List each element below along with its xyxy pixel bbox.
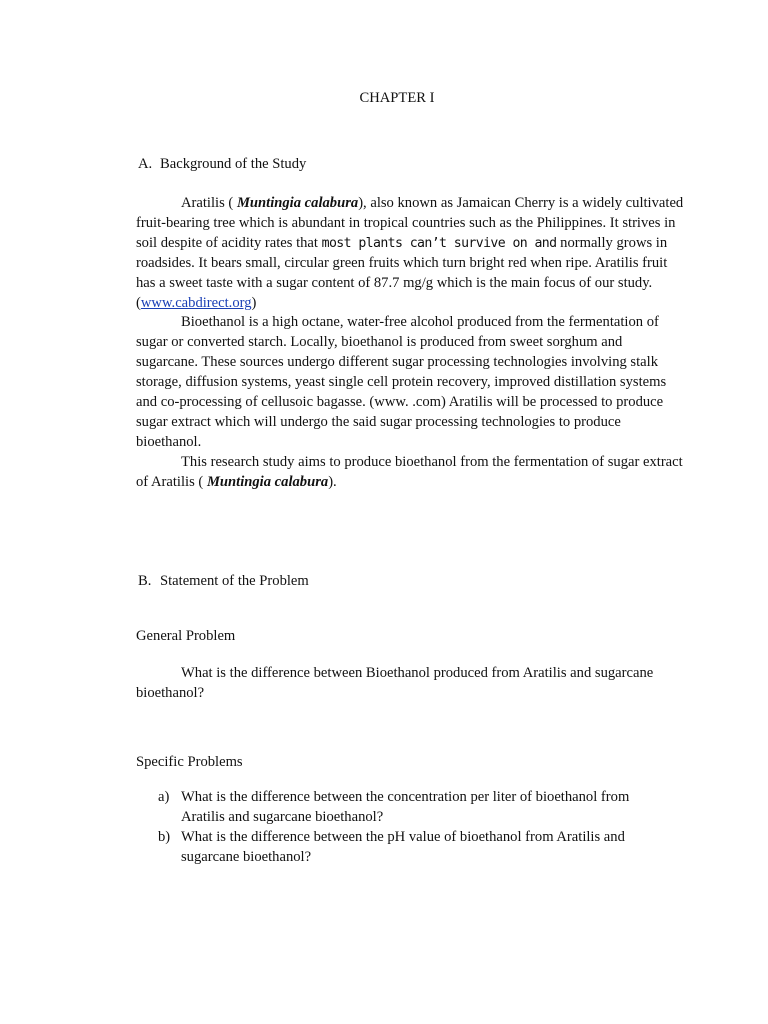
list-item — [136, 828, 648, 868]
section-b-marker: B. — [138, 573, 152, 589]
general-problem-text: What is the difference between Bioethanol produced from Aratilis and sugarcane bioethanol? — [136, 665, 654, 701]
paragraph-1-text-a: Aratilis ( — [181, 195, 237, 211]
general-problem-block — [136, 664, 686, 704]
specific-problems-list — [136, 788, 648, 868]
section-b-heading: Statement of the Problem — [160, 573, 309, 589]
paragraph-1-text-c: normally grows in roadsides. It bears small, circular green fruits which turn bright red when ripe. Aratilis fruit has a sweet taste with a sugar content of 87.7 mg/g which is the main focus of our study. ( — [136, 234, 668, 311]
list-item — [136, 788, 648, 828]
list-item-text: What is the difference between the concentration per liter of bioethanol from Aratilis and sugarcane bioethanol? — [181, 789, 630, 825]
scientific-name: Muntingia calabura — [236, 195, 359, 211]
general-problem-heading: General Problem — [136, 628, 236, 644]
background-text — [136, 194, 686, 493]
list-item-text: What is the difference between the pH value of bioethanol from Aratilis and sugarcane bioethanol? — [181, 828, 625, 865]
background-paragraph-1 — [136, 194, 686, 313]
paragraph-1-text-b: ), also known as Jamaican Cherry is a widely cultivated fruit-bearing tree which is abundant in tropical countries such as the Philippines. It strives in soil despite of acidity rates that — [136, 195, 684, 251]
list-item-marker: a) — [158, 789, 170, 805]
specific-problems-block — [136, 788, 648, 868]
scientific-name: Muntingia calabura — [206, 473, 329, 490]
background-paragraph-2: Bioethanol is a high octane, water-free alcohol produced from the fermentation of sugar or converted starch. Locally, bioethanol is produced from sweet sorghum and sugarcane. These sources undergo different sugar processing technologies involving stalk storage, diffusion systems, yeast single cell protein recovery, improved distillation systems and co-processing of cellusoic bagasse. (www. .com) Aratilis will be processed to produce sugar extract which will undergo the said sugar processing technologies to produce bioethanol. — [136, 314, 667, 450]
paragraph-1-text-d: ) — [251, 294, 257, 311]
cabdirect-link[interactable]: www.cabdirect.org — [140, 294, 252, 311]
specific-problems-heading: Specific Problems — [136, 754, 243, 770]
section-a-heading: Background of the Study — [160, 156, 307, 172]
paragraph-3-text-a: This research study aims to produce bioethanol from the fermentation of sugar extract of Aratilis ( — [136, 453, 683, 490]
chapter-title: CHAPTER I — [359, 90, 435, 106]
paragraph-1-mono-text: most plants can’t survive on and — [321, 235, 557, 251]
background-paragraph-3 — [136, 453, 686, 493]
section-a-marker: A. — [138, 156, 153, 172]
list-item-marker: b) — [158, 828, 171, 845]
paragraph-3-text-b: ). — [328, 473, 337, 490]
